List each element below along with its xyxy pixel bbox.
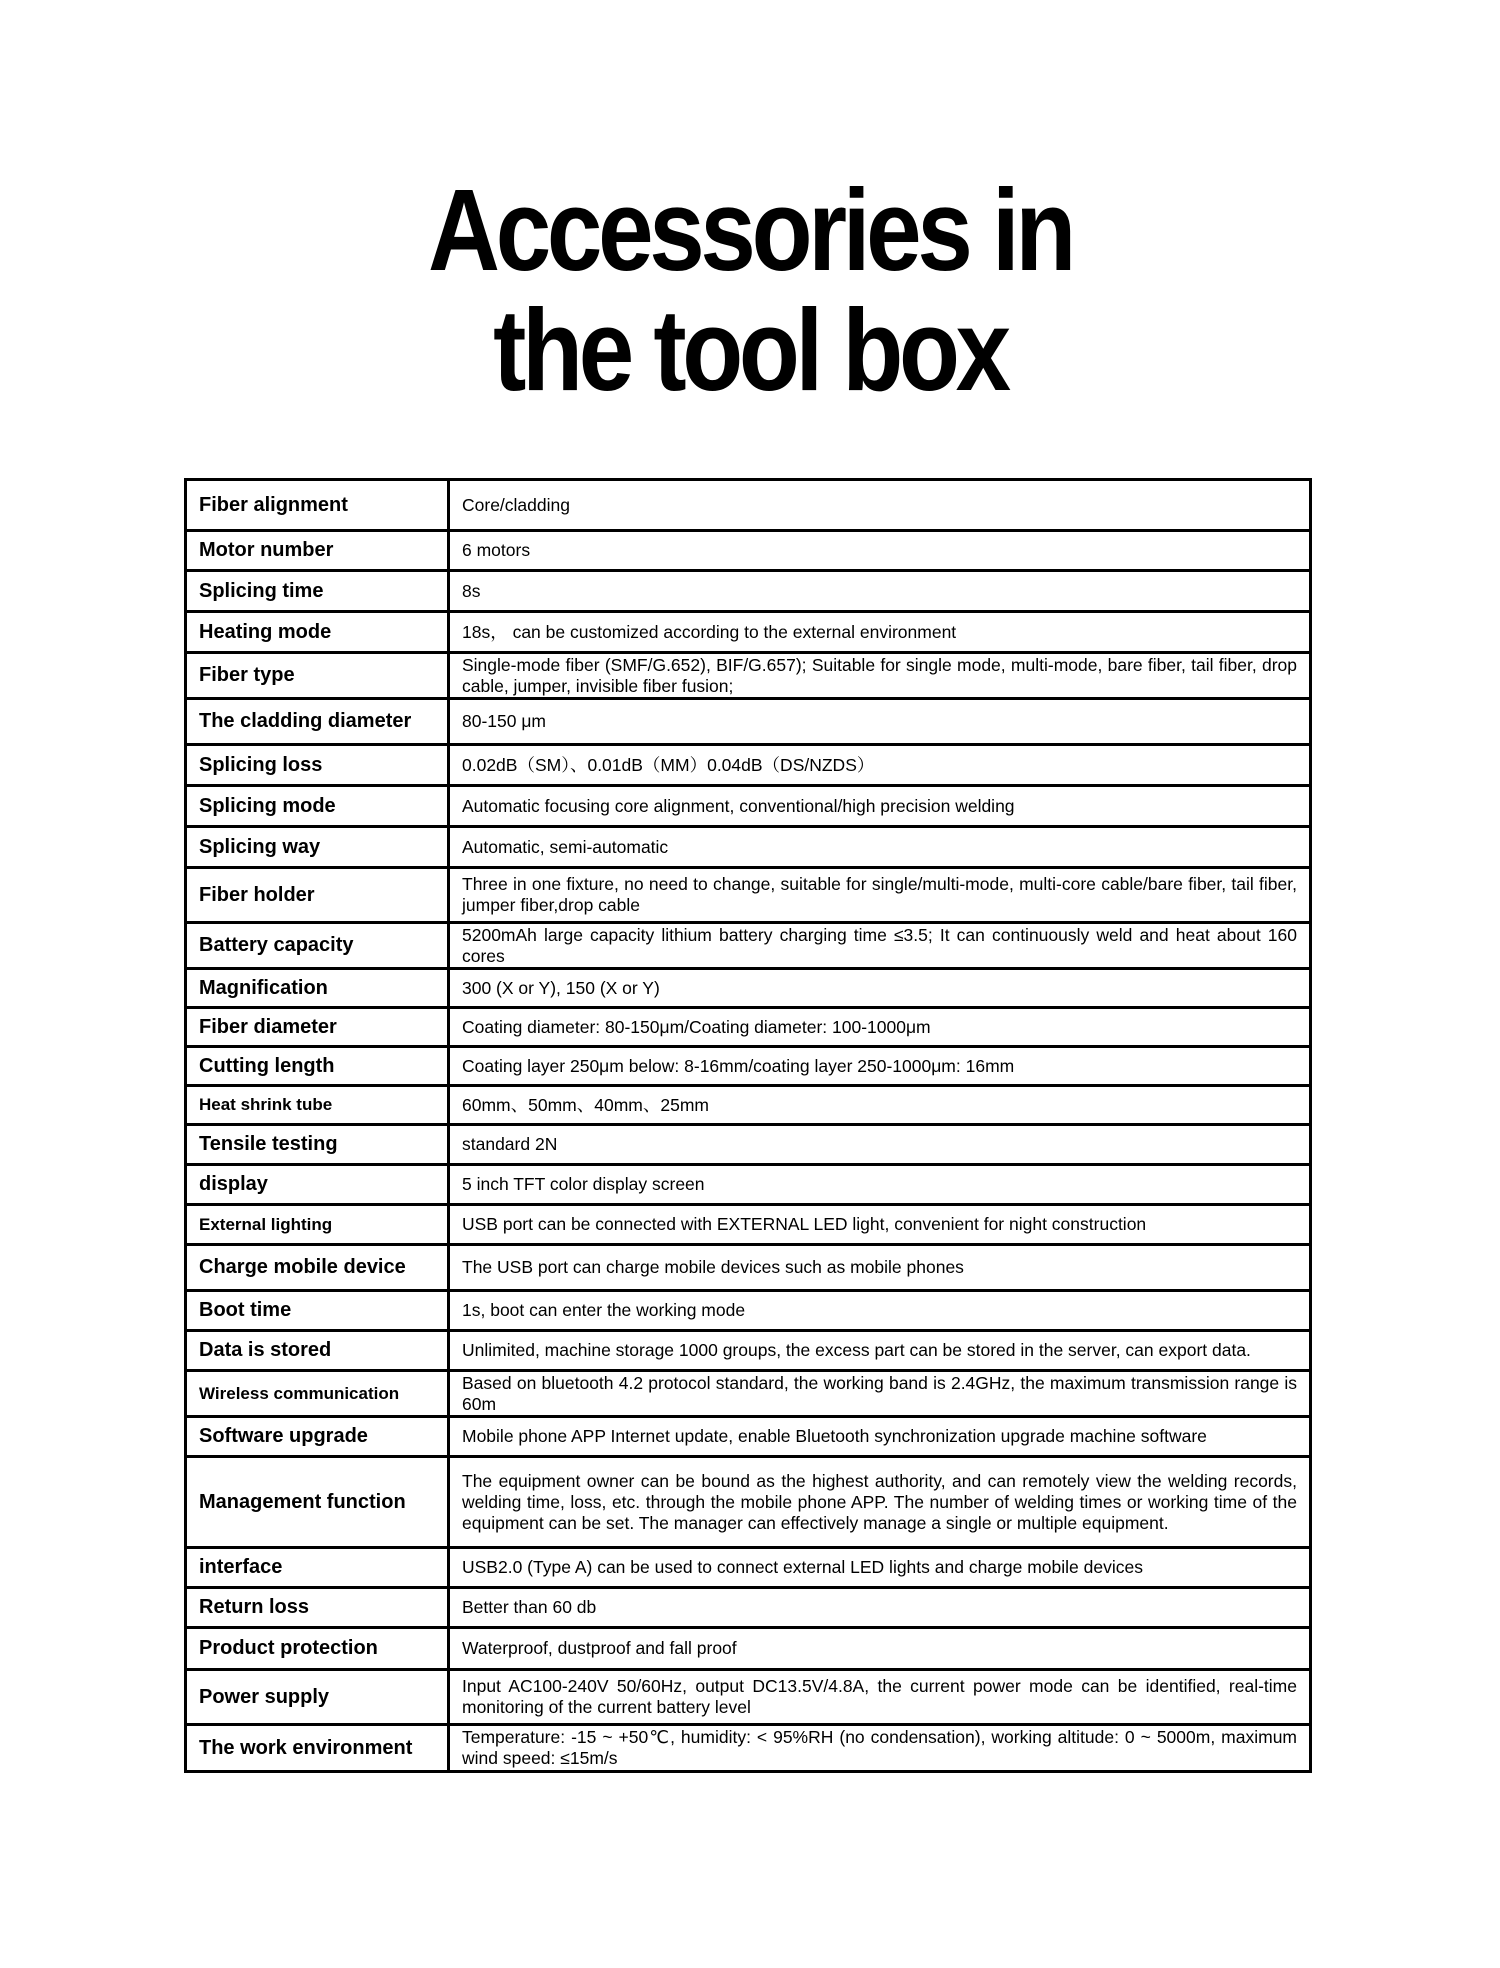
spec-label: Heat shrink tube (186, 1086, 449, 1125)
spec-label: Return loss (186, 1588, 449, 1628)
spec-row (186, 1047, 1311, 1086)
spec-row (186, 1588, 1311, 1628)
spec-label: Charge mobile device (186, 1245, 449, 1291)
spec-label: The cladding diameter (186, 699, 449, 745)
spec-label: Wireless communication (186, 1371, 449, 1417)
title-line-1: Accessories in (427, 165, 1073, 295)
spec-value: 8s (449, 571, 1311, 612)
spec-value: The USB port can charge mobile devices such as mobile phones (449, 1245, 1311, 1291)
spec-label: The work environment (186, 1725, 449, 1772)
spec-value: 5 inch TFT color display screen (449, 1165, 1311, 1205)
spec-label: Boot time (186, 1291, 449, 1331)
spec-row (186, 969, 1311, 1008)
spec-value: 6 motors (449, 531, 1311, 571)
spec-value: Coating layer 250μm below: 8-16mm/coating layer 250-1000μm: 16mm (449, 1047, 1311, 1086)
spec-row (186, 827, 1311, 868)
spec-row (186, 571, 1311, 612)
spec-row (186, 1291, 1311, 1331)
spec-value: Core/cladding (449, 480, 1311, 531)
spec-row (186, 531, 1311, 571)
spec-value: 1s, boot can enter the working mode (449, 1291, 1311, 1331)
spec-value: USB2.0 (Type A) can be used to connect external LED lights and charge mobile devices (449, 1548, 1311, 1588)
spec-row (186, 745, 1311, 786)
spec-row (186, 1670, 1311, 1725)
spec-value: Three in one fixture, no need to change, suitable for single/multi-mode, multi-core cable/bare fiber, tail fiber, jumper fiber,drop cable (449, 868, 1311, 923)
spec-label: interface (186, 1548, 449, 1588)
spec-label: Splicing loss (186, 745, 449, 786)
title-line-2: the tool box (493, 285, 1007, 415)
spec-value: Mobile phone APP Internet update, enable Bluetooth synchronization upgrade machine software (449, 1417, 1311, 1457)
spec-row (186, 1125, 1311, 1165)
spec-value: Unlimited, machine storage 1000 groups, the excess part can be stored in the server, can export data. (449, 1331, 1311, 1371)
spec-row (186, 1417, 1311, 1457)
spec-value: 5200mAh large capacity lithium battery charging time ≤3.5; It can continuously weld and heat about 160 cores (449, 923, 1311, 969)
spec-label: Data is stored (186, 1331, 449, 1371)
spec-label: Power supply (186, 1670, 449, 1725)
spec-label: Heating mode (186, 612, 449, 653)
spec-value: 18s， can be customized according to the external environment (449, 612, 1311, 653)
spec-value: USB port can be connected with EXTERNAL LED light, convenient for night construction (449, 1205, 1311, 1245)
spec-value: 300 (X or Y), 150 (X or Y) (449, 969, 1311, 1008)
spec-label: Battery capacity (186, 923, 449, 969)
spec-row (186, 868, 1311, 923)
spec-label: Splicing way (186, 827, 449, 868)
spec-label: Tensile testing (186, 1125, 449, 1165)
spec-row (186, 1371, 1311, 1417)
spec-value: 60mm、50mm、40mm、25mm (449, 1086, 1311, 1125)
spec-label: Magnification (186, 969, 449, 1008)
spec-row (186, 699, 1311, 745)
spec-label: Cutting length (186, 1047, 449, 1086)
spec-value: 0.02dB（SM）、0.01dB（MM）0.04dB（DS/NZDS） (449, 745, 1311, 786)
spec-label: Management function (186, 1457, 449, 1548)
spec-row (186, 1457, 1311, 1548)
page-title (0, 165, 1500, 415)
spec-row (186, 480, 1311, 531)
spec-table (184, 478, 1312, 1773)
spec-label: External lighting (186, 1205, 449, 1245)
spec-value: Input AC100-240V 50/60Hz, output DC13.5V/4.8A, the current power mode can be identified, real-time monitoring of the current battery level (449, 1670, 1311, 1725)
spec-row (186, 653, 1311, 699)
spec-value: Single-mode fiber (SMF/G.652), BIF/G.657); Suitable for single mode, multi-mode, bare fiber, tail fiber, drop cable, jumper, invisible fiber fusion; (449, 653, 1311, 699)
spec-row (186, 1548, 1311, 1588)
spec-value: Coating diameter: 80-150μm/Coating diameter: 100-1000μm (449, 1008, 1311, 1047)
spec-label: Splicing time (186, 571, 449, 612)
spec-label: Fiber type (186, 653, 449, 699)
spec-label: Product protection (186, 1628, 449, 1670)
spec-label: Splicing mode (186, 786, 449, 827)
spec-label: Software upgrade (186, 1417, 449, 1457)
spec-value: Automatic, semi-automatic (449, 827, 1311, 868)
spec-row (186, 1331, 1311, 1371)
spec-row (186, 1245, 1311, 1291)
spec-label: Motor number (186, 531, 449, 571)
spec-value: Better than 60 db (449, 1588, 1311, 1628)
spec-row (186, 1165, 1311, 1205)
spec-value: Temperature: -15 ~ +50℃, humidity: < 95%RH (no condensation), working altitude: 0 ~ 5000m, maximum wind speed: ≤15m/s (449, 1725, 1311, 1772)
spec-value: Waterproof, dustproof and fall proof (449, 1628, 1311, 1670)
spec-row (186, 1628, 1311, 1670)
spec-row (186, 786, 1311, 827)
spec-row (186, 923, 1311, 969)
spec-value: 80-150 μm (449, 699, 1311, 745)
spec-row (186, 1205, 1311, 1245)
spec-row (186, 1008, 1311, 1047)
spec-label: Fiber alignment (186, 480, 449, 531)
spec-label: Fiber diameter (186, 1008, 449, 1047)
spec-row (186, 1725, 1311, 1772)
spec-row (186, 1086, 1311, 1125)
spec-value: Based on bluetooth 4.2 protocol standard, the working band is 2.4GHz, the maximum transmission range is 60m (449, 1371, 1311, 1417)
spec-row (186, 612, 1311, 653)
spec-value: The equipment owner can be bound as the highest authority, and can remotely view the welding records, welding time, loss, etc. through the mobile phone APP. The number of welding times or working time of the equipment can be set. The manager can effectively manage a single or multiple equipment. (449, 1457, 1311, 1548)
spec-label: Fiber holder (186, 868, 449, 923)
spec-label: display (186, 1165, 449, 1205)
spec-value: standard 2N (449, 1125, 1311, 1165)
spec-value: Automatic focusing core alignment, conventional/high precision welding (449, 786, 1311, 827)
